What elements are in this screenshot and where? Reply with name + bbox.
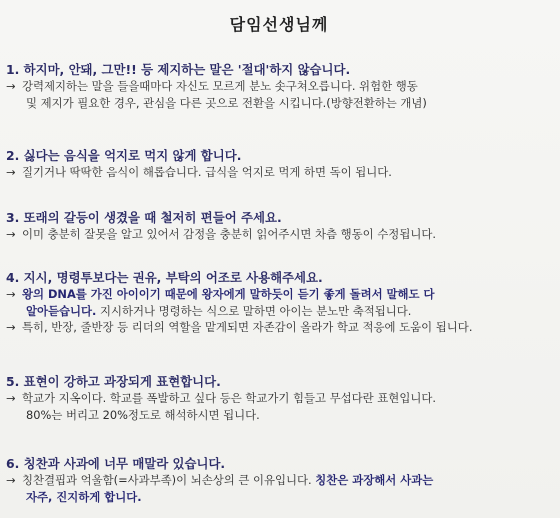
section-4	[6, 270, 472, 336]
arrow-icon: →	[6, 287, 16, 301]
arrow-icon: →	[6, 473, 16, 487]
section-4-line-3: → 특히, 반장, 줄반장 등 리더의 역할을 맡게되면 자존감이 올라가 학교 적응에 도움이 됩니다.	[6, 320, 473, 334]
section-4-line-1: → 왕의 DNA를 가진 아이이기 때문에 왕자에게 말하듯이 듣기 좋게 돌려서 말해도 다	[6, 287, 435, 301]
section-5-heading: 5. 표현이 강하고 과장되게 표현합니다.	[6, 374, 221, 389]
section-3	[6, 210, 436, 243]
section-6-line-1: → 칭찬결핍과 억울함(=사과부족)이 뇌손상의 큰 이유입니다. 칭찬은 과장해서 사과는	[6, 473, 434, 487]
section-1	[6, 62, 427, 111]
section-3-line-1: → 이미 충분히 잘못을 알고 있어서 감정을 충분히 읽어주시면 차츰 행동이 수정됩니다.	[6, 227, 436, 241]
section-1-line-2: 및 제지가 필요한 경우, 관심을 다른 곳으로 전환을 시킵니다.(방향전환하는 개념)	[26, 95, 427, 110]
arrow-icon: →	[6, 320, 16, 334]
section-2-heading: 2. 싫다는 음식을 억지로 먹지 않게 합니다.	[6, 148, 242, 163]
section-1-heading: 1. 하지마, 안돼, 그만!! 등 제지하는 말은 '절대'하지 않습니다.	[6, 62, 351, 77]
section-2-line-1: → 질기거나 딱딱한 음식이 해롭습니다. 급식을 억지로 먹게 하면 독이 됩니다.	[6, 165, 392, 179]
section-5-line-2: 80%는 버리고 20%정도로 해석하시면 됩니다.	[26, 407, 260, 422]
section-6	[6, 456, 433, 505]
section-2	[6, 148, 392, 181]
arrow-icon: →	[6, 79, 16, 93]
section-4-heading: 4. 지시, 명령투보다는 권유, 부탁의 어조로 사용해주세요.	[6, 270, 323, 285]
page-title: 담임선생님께	[229, 15, 329, 34]
section-5	[6, 374, 436, 423]
section-1-line-1: → 강력제지하는 말을 들을때마다 자신도 모르게 분노 솟구쳐오릅니다. 위험한 행동	[6, 79, 418, 93]
section-4-line-2: 알아듣습니다. 지시하거나 명령하는 식으로 말하면 아이는 분노만 축적됩니다.	[26, 303, 412, 318]
section-6-line-2: 자주, 진지하게 합니다.	[26, 489, 142, 504]
section-6-heading: 6. 칭찬과 사과에 너무 매말라 있습니다.	[6, 456, 226, 471]
section-3-heading: 3. 또래의 갈등이 생겼을 때 철저히 편들어 주세요.	[6, 210, 282, 225]
arrow-icon: →	[6, 391, 16, 405]
arrow-icon: →	[6, 227, 16, 241]
section-5-line-1: → 학교가 지옥이다. 학교를 폭발하고 싶다 등은 학교가기 힘들고 무섭다란 표현입니다.	[6, 391, 436, 405]
arrow-icon: →	[6, 165, 16, 179]
